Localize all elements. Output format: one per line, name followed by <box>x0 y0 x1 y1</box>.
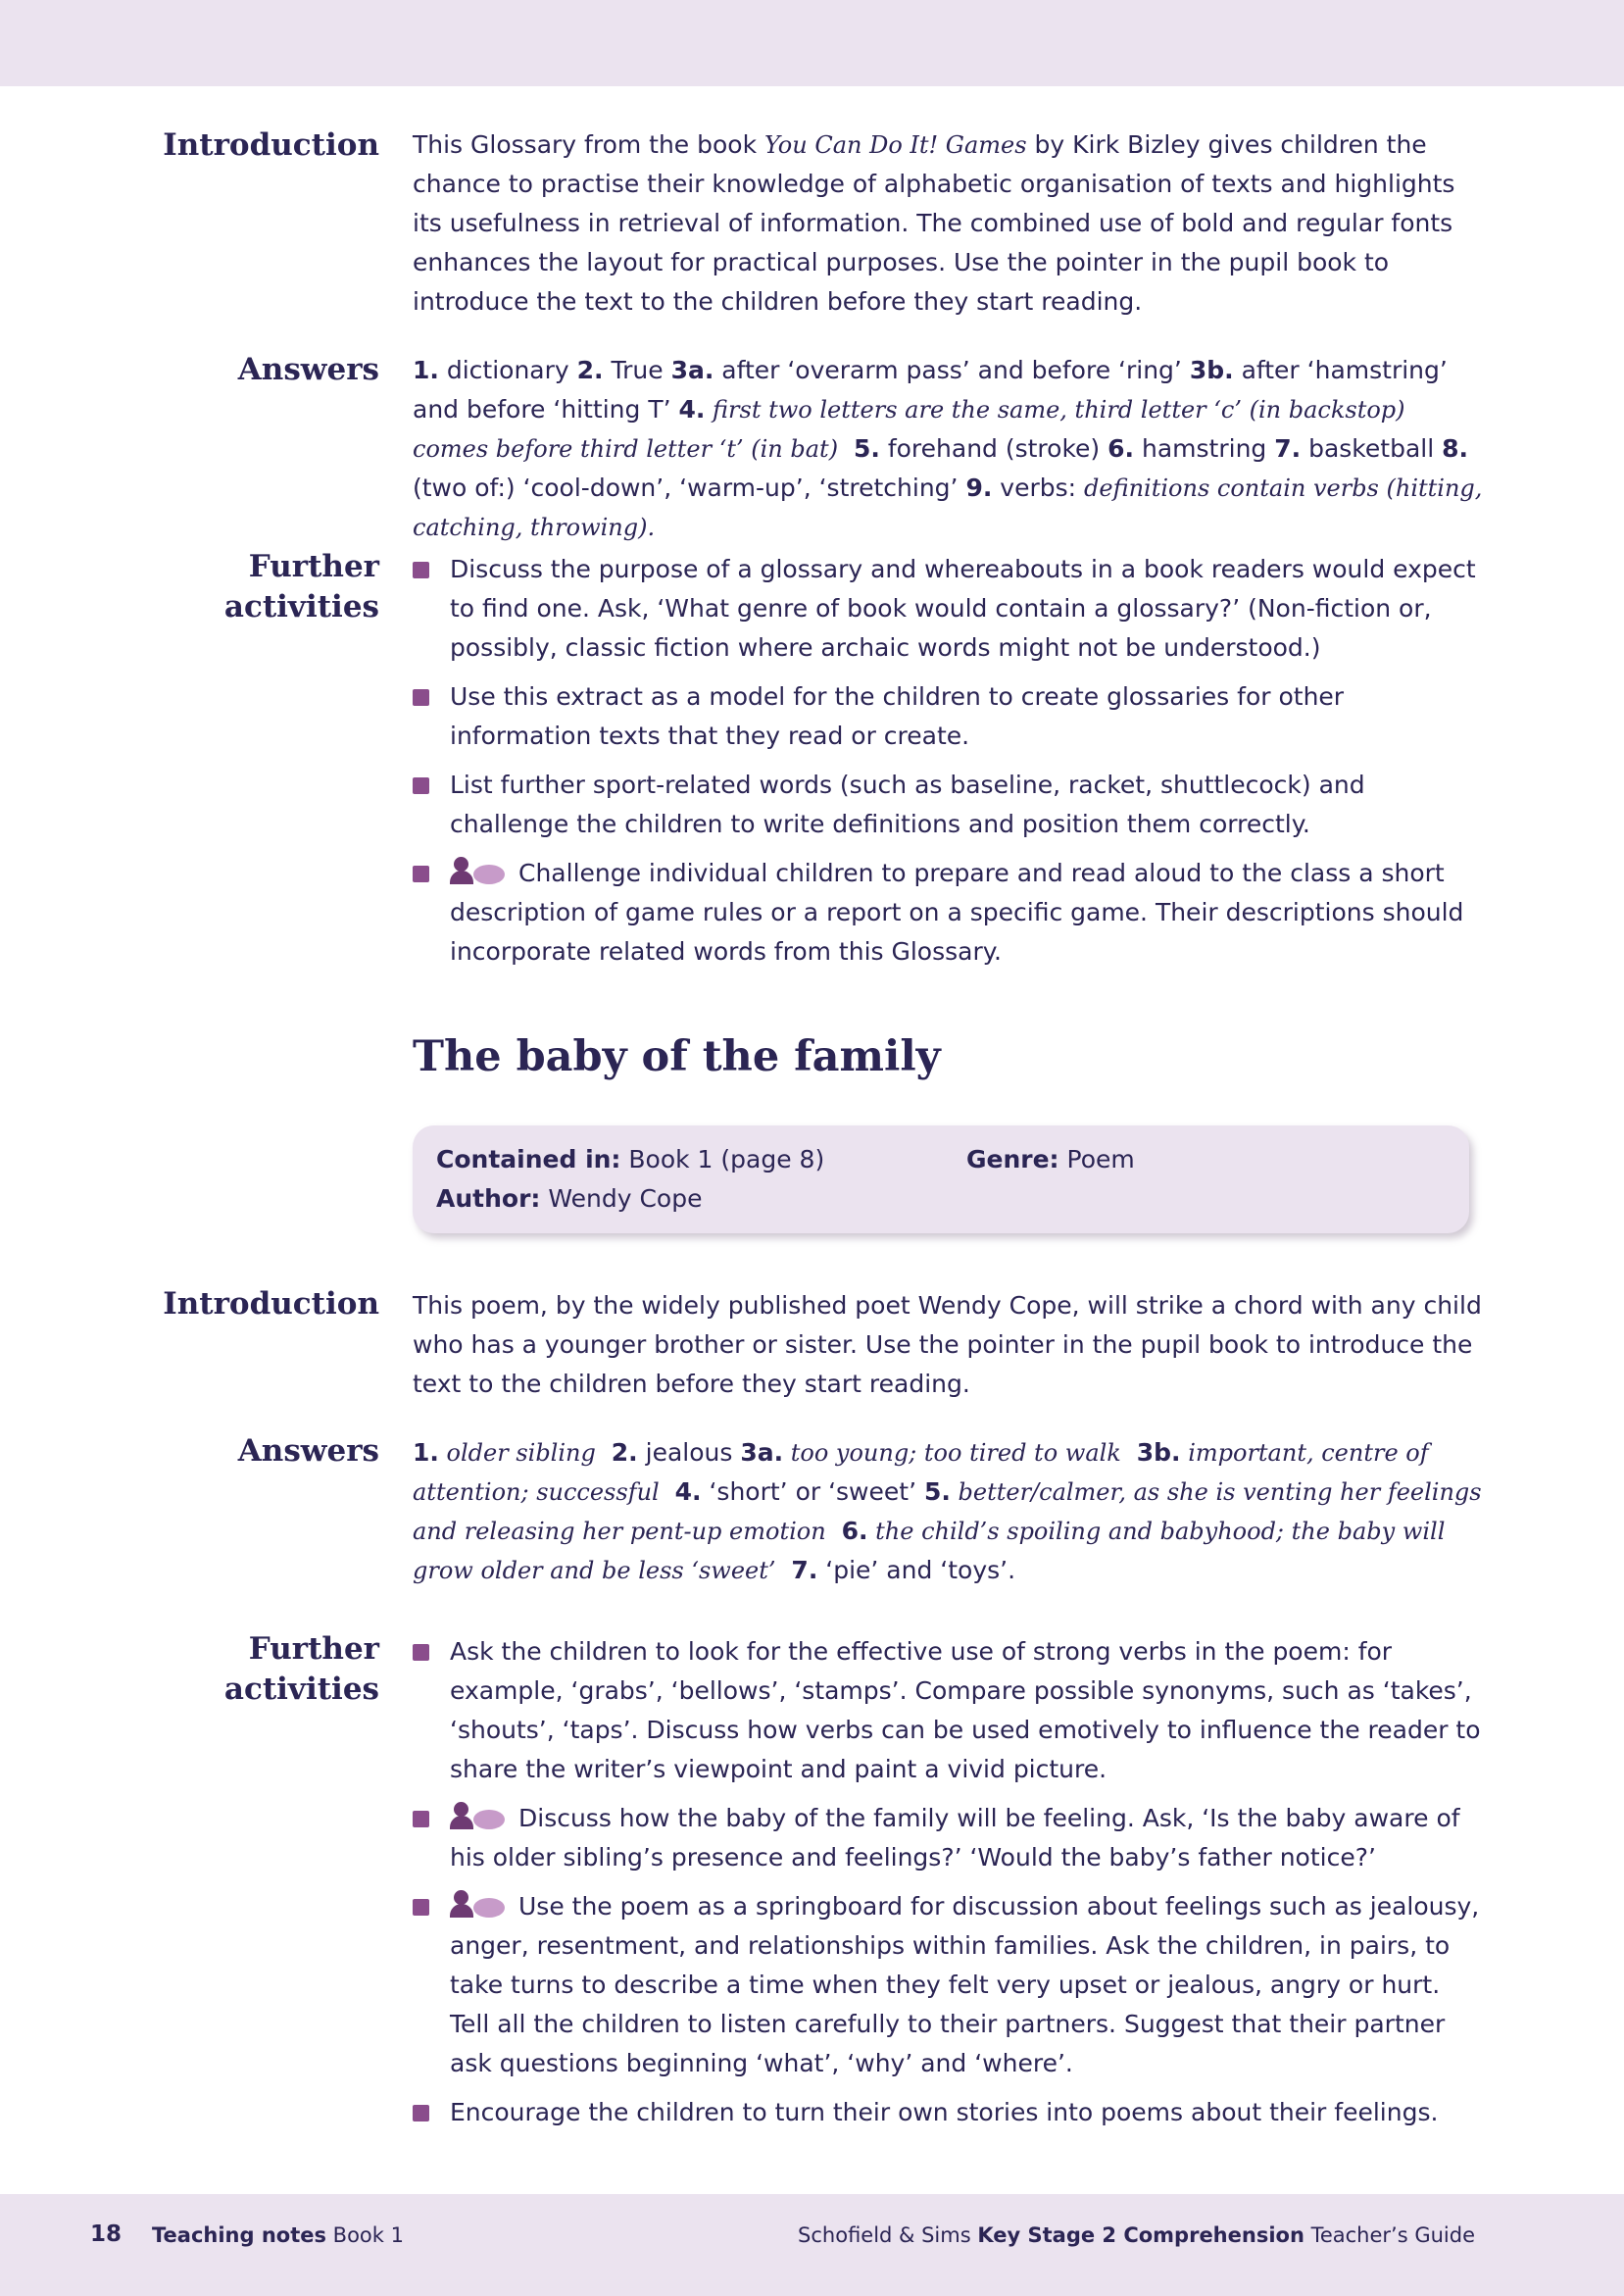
further-activities-heading: Further activities <box>223 1631 379 1707</box>
footer-section: Teaching notes Book 1 <box>152 2223 404 2247</box>
genre: Genre: Poem <box>966 1145 1135 1173</box>
introduction-heading: Introduction <box>163 1286 379 1322</box>
group-discussion-icon <box>450 857 511 884</box>
introduction-heading: Introduction <box>163 127 379 163</box>
header-band <box>0 0 1624 86</box>
author: Author: Wendy Cope <box>436 1184 703 1213</box>
contained-in: Contained in: Book 1 (page 8) <box>436 1145 825 1173</box>
page-number: 18 <box>90 2221 123 2247</box>
list-item: Encourage the children to turn their own stories into poems about their feelings. <box>413 2093 1483 2132</box>
further-activities-heading: Further activities <box>223 549 379 624</box>
list-item: Challenge individual children to prepare and read aloud to the class a short description of game rules or a report on a specific game. Their descriptions should incorporate related words from this Glossary. <box>413 854 1483 972</box>
answers-heading: Answers <box>237 1433 379 1469</box>
answers-heading: Answers <box>237 352 379 387</box>
page-title: The baby of the family <box>413 1032 941 1081</box>
list-item: List further sport-related words (such as baseline, racket, shuttlecock) and challenge the children to write definitions and position them correctly. <box>413 766 1483 844</box>
text-info-box <box>413 1125 1469 1233</box>
introduction-text: This poem, by the widely published poet Wendy Cope, will strike a chord with any child who has a younger brother or sister. Use the pointer in the pupil book to introduce the text to the children before they start reading. <box>413 1291 1482 1398</box>
group-discussion-icon <box>450 1802 511 1829</box>
list-item: Discuss the purpose of a glossary and whereabouts in a book readers would expect to find one. Ask, ‘What genre of book would contain a glossary?’ (Non-fiction or, possibly, classic fiction where archaic words might not be understood.) <box>413 550 1483 668</box>
further-activities-list <box>413 1632 1483 2142</box>
list-item: Use the poem as a springboard for discussion about feelings such as jealousy, anger, resentment, and relationships within families. Ask the children, in pairs, to take turns to describe a time when they felt very upset or jealous, angry or hurt. Tell all the children to listen carefully to their partners. Suggest that their partner ask questions beginning ‘what’, ‘why’ and ‘where’. <box>413 1887 1483 2083</box>
book-title: You Can Do It! Games <box>764 131 1027 159</box>
list-item: Ask the children to look for the effective use of strong verbs in the poem: for example, ‘grabs’, ‘bellows’, ‘stamps’. Compare possible synonyms, such as ‘takes’, ‘shouts’, ‘taps’. Discuss how verbs can be used emotively to influence the reader to share the writer’s viewpoint and paint a vivid picture. <box>413 1632 1483 1789</box>
footer-book-title: Schofield & Sims Key Stage 2 Comprehension Teacher’s Guide <box>798 2223 1475 2247</box>
introduction-text: This Glossary from the book You Can Do It! Games by Kirk Bizley gives children the chance to practise their knowledge of alphabetic organisation of texts and highlights its usefulness in retrieval of information. The combined use of bold and regular fonts enhances the layout for practical purposes. Use the pointer in the pupil book to introduce the text to the children before they start reading. <box>413 130 1455 316</box>
list-item: Discuss how the baby of the family will be feeling. Ask, ‘Is the baby aware of his older sibling’s presence and feelings?’ ‘Would the baby’s father notice?’ <box>413 1799 1483 1877</box>
further-activities-list <box>413 550 1483 981</box>
group-discussion-icon <box>450 1890 511 1918</box>
answers-text: 1. dictionary 2. True 3a. after ‘overarm pass’ and before ‘ring’ 3b. after ‘hamstring’ and before ‘hitting T’ 4. first two letters are the same, third letter ‘c’ (in backstop) comes before third letter ‘t’ (in bat) 5. forehand (stroke) 6. hamstring 7. basketball 8. (two of:) ‘cool-down’, ‘warm-up’, ‘stretching’ 9. verbs: definitions contain verbs (hitting, catching, throwing). <box>413 356 1483 541</box>
list-item: Use this extract as a model for the children to create glossaries for other information texts that they read or create. <box>413 677 1483 756</box>
answers-text: 1. older sibling 2. jealous 3a. too young; too tired to walk 3b. important, centre of attention; successful 4. ‘short’ or ‘sweet’ 5. better/calmer, as she is venting her feelings and releasing her pent-up emotion 6. the child’s spoiling and babyhood; the baby will grow older and be less ‘sweet’ 7. ‘pie’ and ‘toys’. <box>413 1438 1482 1584</box>
